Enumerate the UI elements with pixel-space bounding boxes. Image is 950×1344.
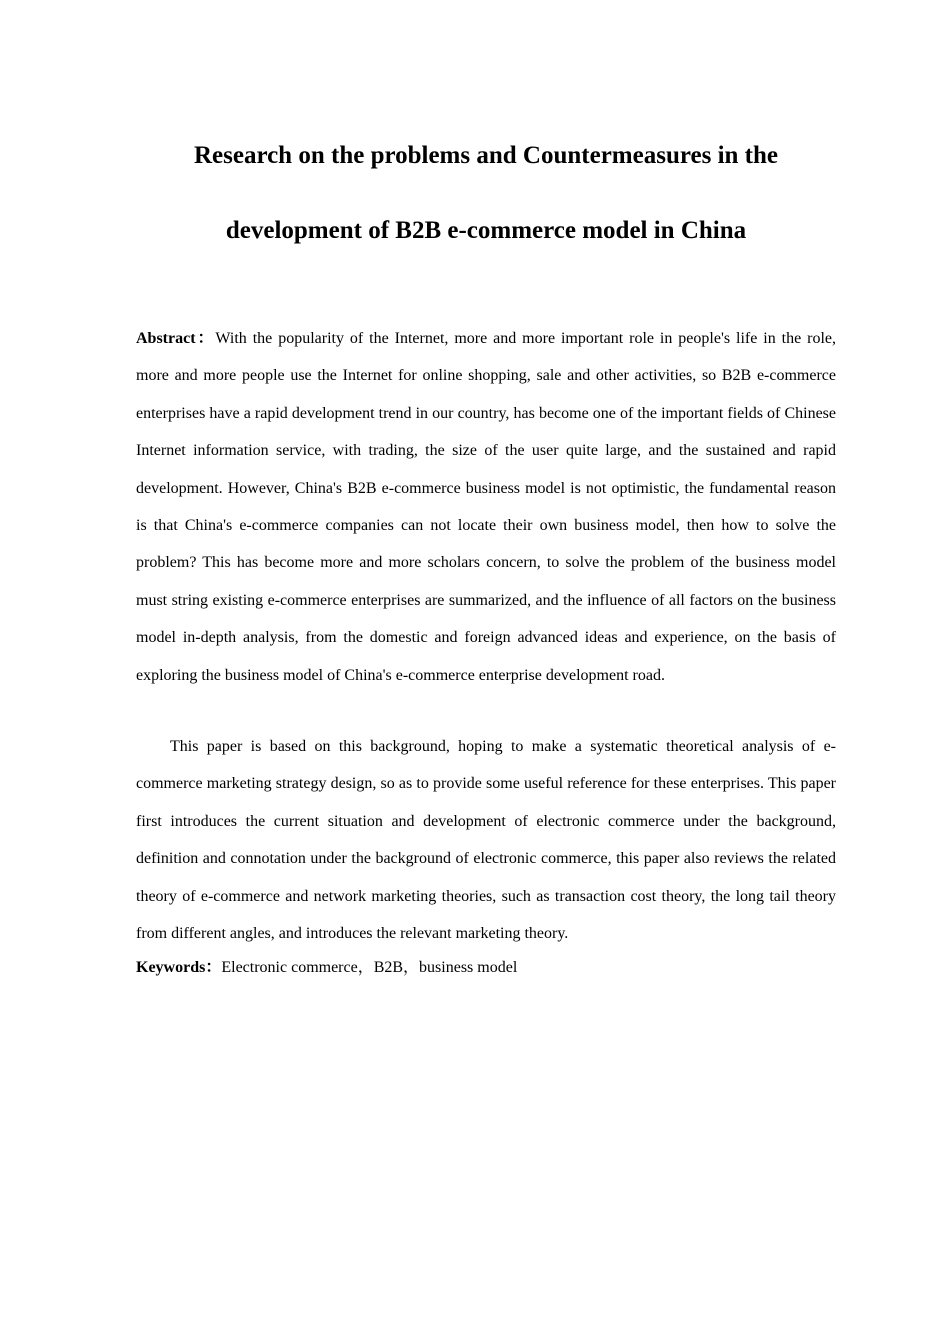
keywords-label: Keywords： bbox=[136, 959, 222, 976]
abstract-paragraph-2: This paper is based on this background, hoping to make a systematic theoretical analysis of e-commerce marketing strategy design, so as to provide some useful reference for these enterprises. This paper first introduces the current situation and development of electronic commerce under the background, definition and connotation under the background of electronic commerce, this paper also reviews the related theory of e-commerce and network marketing theories, such as transaction cost theory, the long tail theory from different angles, and introduces the relevant marketing theory. bbox=[136, 738, 836, 943]
abstract-paragraph bbox=[136, 320, 836, 694]
abstract-label: Abstract： bbox=[136, 330, 216, 347]
title-line-1: Research on the problems and Countermeasures in the bbox=[193, 142, 779, 169]
paper-title bbox=[136, 118, 836, 268]
abstract-text: With the popularity of the Internet, more and more important role in people's life in the role, more and more people use the Internet for online shopping, sale and other activities, so B2B e-commerce enterprises have a rapid development trend in our country, has become one of the important fields of Chinese Internet information service, with trading, the size of the user quite large, and the sustained and rapid development. However, China's B2B e-commerce business model is not optimistic, the fundamental reason is that China's e-commerce companies can not locate their own business model, then how to solve the problem? This has become more and more scholars concern, to solve the problem of the business model must string existing e-commerce enterprises are summarized, and the influence of all factors on the business model in-depth analysis, from the domestic and foreign advanced ideas and experience, on the basis of exploring the business model of China's e-commerce enterprise development road. bbox=[136, 330, 836, 684]
keywords-text: Electronic commerce，B2B，business model bbox=[221, 959, 518, 976]
title-line-2: development of B2B e-commerce model in China bbox=[225, 217, 747, 244]
keywords-line bbox=[136, 949, 836, 986]
